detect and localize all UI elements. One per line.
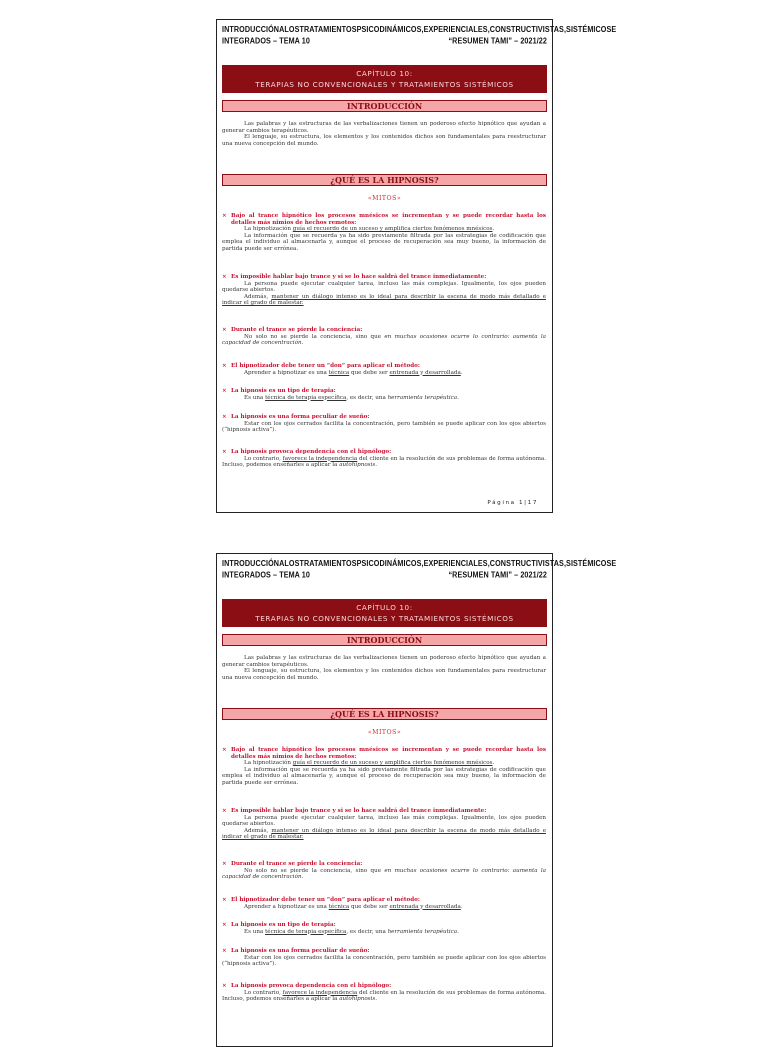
- myth-body: La información que se recuerda ya ha sido previamente filtrada por las estrategias de codificación que emplea el individuo al almacenarla y, aunque el proceso de recuperación sea muy bueno, la información de partida puede ser errónea.: [222, 232, 546, 252]
- page-header: [222, 558, 617, 580]
- myth-title: × Durante el trance se pierde la conciencia:: [222, 861, 546, 868]
- header-course: “RESUMEN TAMI” – 2021/22: [448, 568, 547, 580]
- myth-title: × Es imposible hablar bajo trance y si se lo hace saldrá del trance inmediatamente:: [222, 274, 546, 281]
- myth-title: × La hipnosis provoca dependencia con el hipnólogo:: [222, 449, 546, 456]
- intro-paragraph: El lenguaje, su estructura, los elementos y los contenidos dichos son fundamentales para reestructurar una nueva concepción del mundo.: [222, 668, 546, 681]
- myth-item: [222, 983, 546, 1003]
- myth-title: × Bajo al trance hipnótico los procesos mnésicos se incrementan y se puede recordar hasta los detalles más nimios de hechos remotos:: [222, 747, 546, 760]
- mitos-label: «MITOS»: [367, 195, 402, 202]
- header-line-1: INTRODUCCIÓN A LOS TRATAMIENTOS PSICODINÁMICOS, EXPERIENCIALES, CONSTRUCTIVISTAS, SISTÉMICOS E: [222, 24, 617, 35]
- myth-body: Además, mantener un diálogo intenso es lo ideal para describir la escena de modo más detallado e indicar el grado de malestar.: [222, 827, 547, 841]
- mitos-label: «MITOS»: [367, 729, 402, 736]
- section-heading-hipnosis: ¿QUÉ ES LA HIPNOSIS?: [222, 174, 547, 186]
- myth-title: × La hipnosis es una forma peculiar de sueño:: [222, 948, 546, 955]
- myth-item: [222, 449, 546, 469]
- myth-item: [222, 414, 546, 434]
- myth-body: Lo contrario, favorece la independencia del cliente en la resolución de sus problemas de forma autónoma. Incluso, podemos enseñarles a aplicar la autohipnosis.: [222, 455, 546, 469]
- myth-title: × El hipnotizador debe tener un “don” para aplicar el método:: [222, 897, 546, 904]
- chapter-banner: [222, 599, 547, 627]
- intro-text: [222, 121, 546, 147]
- myth-body: La hipnotización guía el recuerdo de un suceso y amplifica ciertos fenómenos mnésicos.: [244, 226, 495, 233]
- intro-paragraph: Las palabras y las estructuras de las verbalizaciones tienen un poderoso efecto hipnótico que ayudan a generar cambios terapéuticos.: [222, 121, 546, 134]
- header-topic: INTEGRADOS – TEMA 10: [222, 568, 310, 580]
- chapter-banner: [222, 65, 547, 93]
- myth-title: × La hipnosis es un tipo de terapia:: [222, 388, 546, 395]
- myth-body: La hipnotización guía el recuerdo de un suceso y amplifica ciertos fenómenos mnésicos.: [244, 760, 495, 767]
- myth-item: [222, 808, 546, 841]
- myth-body: Es una técnica de terapia específica, es decir, una herramienta terapéutica.: [244, 928, 459, 935]
- section-heading-hipnosis: ¿QUÉ ES LA HIPNOSIS?: [222, 708, 547, 720]
- chapter-title: TERAPIAS NO CONVENCIONALES Y TRATAMIENTOS SISTÉMICOS: [255, 80, 514, 89]
- myth-body: Aprender a hipnotizar es una técnica que debe ser entrenada y desarrollada.: [244, 369, 463, 376]
- header-course: “RESUMEN TAMI” – 2021/22: [448, 34, 547, 46]
- myth-body: La persona puede ejecutar cualquier tarea, incluso las más complejas. Igualmente, los ojos pueden quedarse abiertos.: [222, 280, 546, 294]
- document-page-2: [216, 553, 617, 1047]
- myth-item: [222, 363, 546, 376]
- page-number: Página 1|17: [487, 500, 538, 506]
- section-heading-intro: INTRODUCCIÓN: [222, 634, 547, 646]
- chapter-title: TERAPIAS NO CONVENCIONALES Y TRATAMIENTOS SISTÉMICOS: [255, 614, 514, 623]
- myth-body: Estar con los ojos cerrados facilita la concentración, pero también se puede aplicar con los ojos abiertos (“hipnosis activa”).: [222, 954, 546, 968]
- myth-body: Estar con los ojos cerrados facilita la concentración, pero también se puede aplicar con los ojos abiertos (“hipnosis activa”).: [222, 420, 546, 434]
- section-heading-intro: INTRODUCCIÓN: [222, 100, 547, 112]
- myth-body: No solo no se pierde la conciencia, sino que en muchas ocasiones ocurre lo contrario: aumenta la capacidad de concentración.: [222, 867, 546, 881]
- header-line-2: [222, 35, 547, 46]
- chapter-number: CAPÍTULO 10:: [356, 603, 413, 612]
- chapter-number: CAPÍTULO 10:: [356, 69, 413, 78]
- header-line-2: [222, 569, 547, 580]
- myth-title: × La hipnosis provoca dependencia con el hipnólogo:: [222, 983, 546, 990]
- intro-paragraph: El lenguaje, su estructura, los elementos y los contenidos dichos son fundamentales para reestructurar una nueva concepción del mundo.: [222, 134, 546, 147]
- myth-title: × La hipnosis es una forma peculiar de sueño:: [222, 414, 546, 421]
- myth-body: La persona puede ejecutar cualquier tarea, incluso las más complejas. Igualmente, los ojos pueden quedarse abiertos.: [222, 814, 546, 828]
- myth-body: Aprender a hipnotizar es una técnica que debe ser entrenada y desarrollada.: [244, 903, 463, 910]
- myth-body: Es una técnica de terapia específica, es decir, una herramienta terapéutica.: [244, 394, 459, 401]
- myth-body: Además, mantener un diálogo intenso es lo ideal para describir la escena de modo más detallado e indicar el grado de malestar.: [222, 293, 547, 307]
- myth-body: La información que se recuerda ya ha sido previamente filtrada por las estrategias de codificación que emplea el individuo al almacenarla y, aunque el proceso de recuperación sea muy bueno, la información de partida puede ser errónea.: [222, 766, 546, 786]
- myth-title: × Es imposible hablar bajo trance y si se lo hace saldrá del trance inmediatamente:: [222, 808, 546, 815]
- intro-text: [222, 655, 546, 681]
- myth-title: × La hipnosis es un tipo de terapia:: [222, 922, 546, 929]
- myth-item: [222, 274, 546, 307]
- header-topic: INTEGRADOS – TEMA 10: [222, 34, 310, 46]
- myth-body: Lo contrario, favorece la independencia del cliente en la resolución de sus problemas de forma autónoma. Incluso, podemos enseñarles a aplicar la autohipnosis.: [222, 989, 546, 1003]
- myth-item: [222, 922, 546, 935]
- header-line-1: INTRODUCCIÓN A LOS TRATAMIENTOS PSICODINÁMICOS, EXPERIENCIALES, CONSTRUCTIVISTAS, SISTÉMICOS E: [222, 558, 617, 569]
- myth-body: No solo no se pierde la conciencia, sino que en muchas ocasiones ocurre lo contrario: aumenta la capacidad de concentración.: [222, 333, 546, 347]
- intro-paragraph: Las palabras y las estructuras de las verbalizaciones tienen un poderoso efecto hipnótico que ayudan a generar cambios terapéuticos.: [222, 655, 546, 668]
- myth-item: [222, 213, 546, 253]
- document-page-1: [216, 19, 617, 513]
- myth-item: [222, 747, 546, 787]
- myth-item: [222, 327, 546, 347]
- myth-title: × Durante el trance se pierde la conciencia:: [222, 327, 546, 334]
- myth-title: × Bajo al trance hipnótico los procesos mnésicos se incrementan y se puede recordar hasta los detalles más nimios de hechos remotos:: [222, 213, 546, 226]
- myth-item: [222, 897, 546, 910]
- page-header: [222, 24, 617, 46]
- myth-item: [222, 861, 546, 881]
- myth-item: [222, 948, 546, 968]
- myth-title: × El hipnotizador debe tener un “don” para aplicar el método:: [222, 363, 546, 370]
- myth-item: [222, 388, 546, 401]
